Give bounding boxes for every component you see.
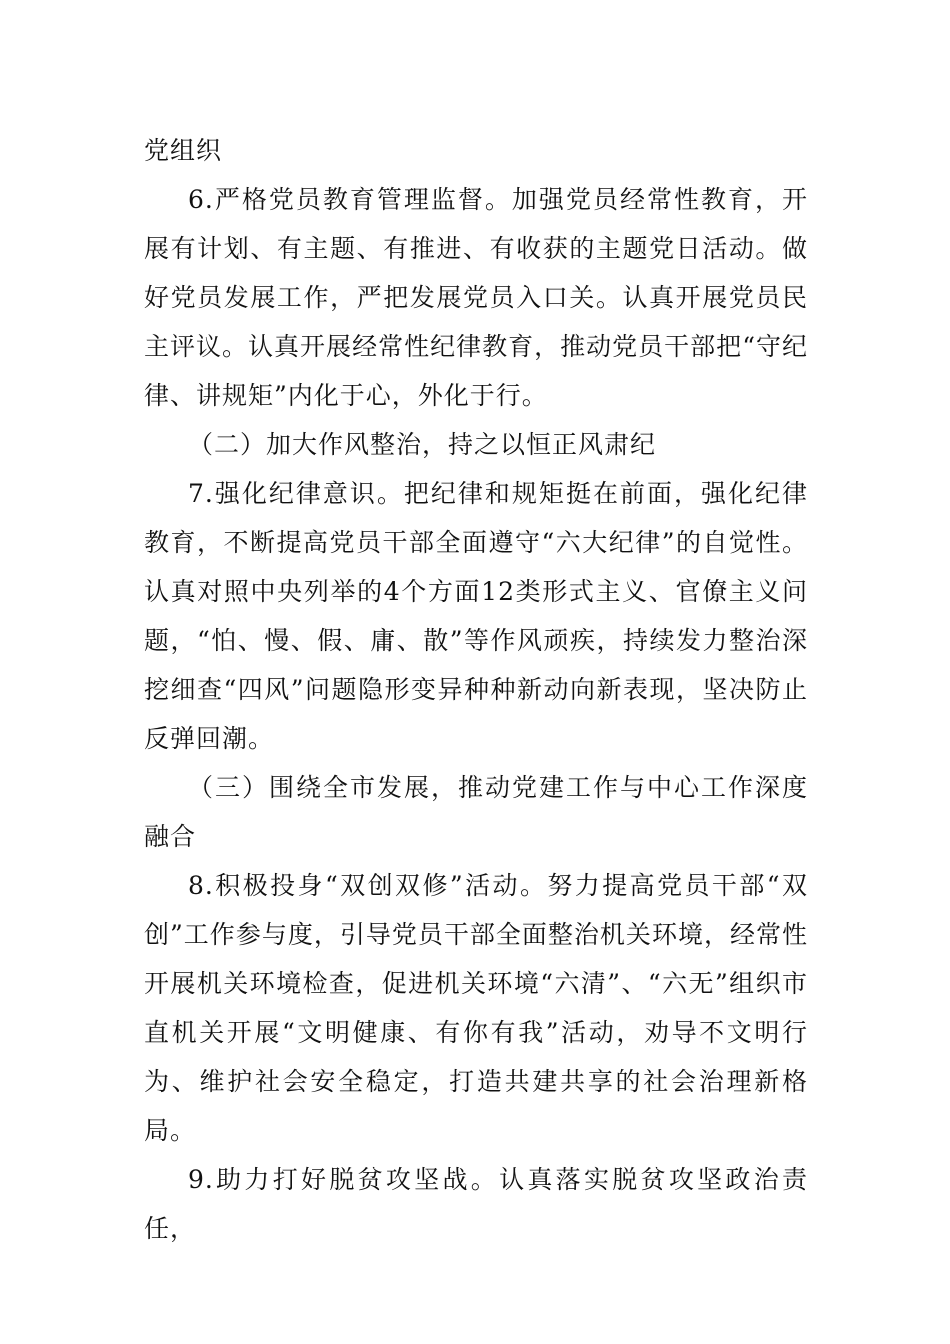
paragraph-item-7: 7.强化纪律意识。把纪律和规矩挺在前面，强化纪律教育，不断提高党员干部全面遵守“六大纪律”的自觉性。认真对照中央列举的4个方面12类形式主义、官僚主义问题，“怕、慢、假、庸、散”等作风顽疾，持续发力整治深挖细查“四风”问题隐形变异种种新动向新表现，坚决防止反弹回潮。 — [144, 479, 808, 753]
paragraph-continuation: 党组织 — [144, 136, 223, 165]
section-heading-2: （二）加大作风整治，持之以恒正风肃纪 — [188, 430, 657, 459]
paragraph-item-6: 6.严格党员教育管理监督。加强党员经常性教育，开展有计划、有主题、有推进、有收获的主题党日活动。做好党员发展工作，严把发展党员入口关。认真开展党员民主评议。认真开展经常性纪律教育，推动党员干部把“守纪律、讲规矩”内化于心，外化于行。 — [144, 185, 808, 410]
document-body — [144, 126, 808, 1253]
section-heading-3: （三）围绕全市发展，推动党建工作与中心工作深度融合 — [144, 773, 808, 851]
paragraph-item-9: 9.助力打好脱贫攻坚战。认真落实脱贫攻坚政治责任， — [144, 1165, 808, 1243]
paragraph-item-8: 8.积极投身“双创双修”活动。努力提高党员干部“双创”工作参与度，引导党员干部全面整治机关环境，经常性开展机关环境检查，促进机关环境“六清”、“六无”组织市直机关开展“文明健康、有你有我”活动，劝导不文明行为、维护社会安全稳定，打造共建共享的社会治理新格局。 — [144, 871, 808, 1145]
